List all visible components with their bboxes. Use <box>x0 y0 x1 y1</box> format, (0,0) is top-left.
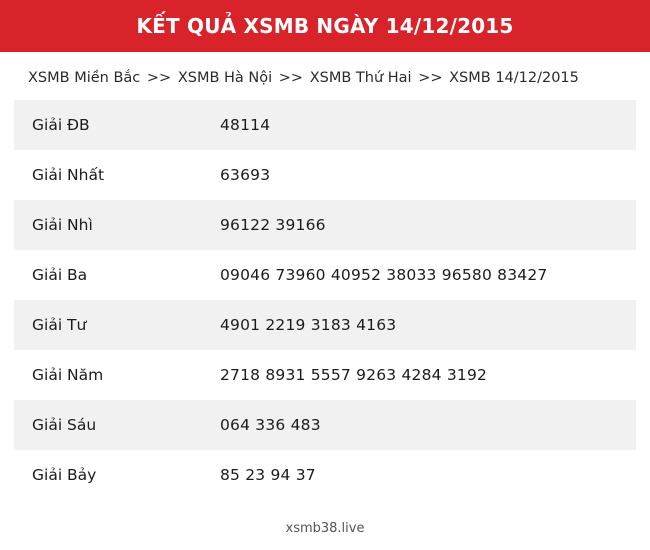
table-row <box>14 100 636 150</box>
prize-label: Giải Sáu <box>32 416 97 434</box>
breadcrumb-separator: >> <box>278 70 304 86</box>
breadcrumb-separator: >> <box>418 70 443 86</box>
prize-label: Giải Nhì <box>32 216 93 234</box>
breadcrumb-item-0[interactable]: XSMB Miền Bắc <box>28 70 141 86</box>
prize-numbers: 48114 <box>220 116 271 134</box>
prize-label: Giải Ba <box>32 266 88 284</box>
table-row <box>14 200 636 250</box>
breadcrumb-item-3[interactable]: XSMB 14/12/2015 <box>449 70 579 86</box>
prize-numbers: 85 23 94 37 <box>220 466 316 484</box>
prize-label: Giải Nhất <box>32 166 105 184</box>
breadcrumb-separator: >> <box>146 70 172 86</box>
breadcrumb-item-1[interactable]: XSMB Hà Nội <box>177 70 273 86</box>
table-row <box>14 250 636 300</box>
site-footer: xsmb38.live <box>285 521 365 536</box>
prize-numbers: 63693 <box>220 166 271 184</box>
results-table <box>14 100 636 500</box>
prize-numbers: 064 336 483 <box>220 416 321 434</box>
prize-numbers: 2718 8931 5557 9263 4284 3192 <box>220 366 488 384</box>
breadcrumb-item-2[interactable]: XSMB Thứ Hai <box>309 70 412 86</box>
page-header <box>0 0 650 52</box>
table-row <box>14 450 636 500</box>
table-row <box>14 300 636 350</box>
breadcrumb <box>0 52 650 100</box>
table-row <box>14 350 636 400</box>
prize-label: Giải Bảy <box>32 466 97 484</box>
prize-numbers: 96122 39166 <box>220 216 326 234</box>
prize-numbers: 4901 2219 3183 4163 <box>220 316 397 334</box>
prize-label: Giải Tư <box>32 316 87 334</box>
prize-numbers: 09046 73960 40952 38033 96580 83427 <box>220 266 548 284</box>
page-title: KẾT QUẢ XSMB NGÀY 14/12/2015 <box>136 14 514 38</box>
table-row <box>14 400 636 450</box>
prize-label: Giải ĐB <box>32 116 90 134</box>
prize-label: Giải Năm <box>32 366 104 384</box>
table-row <box>14 150 636 200</box>
